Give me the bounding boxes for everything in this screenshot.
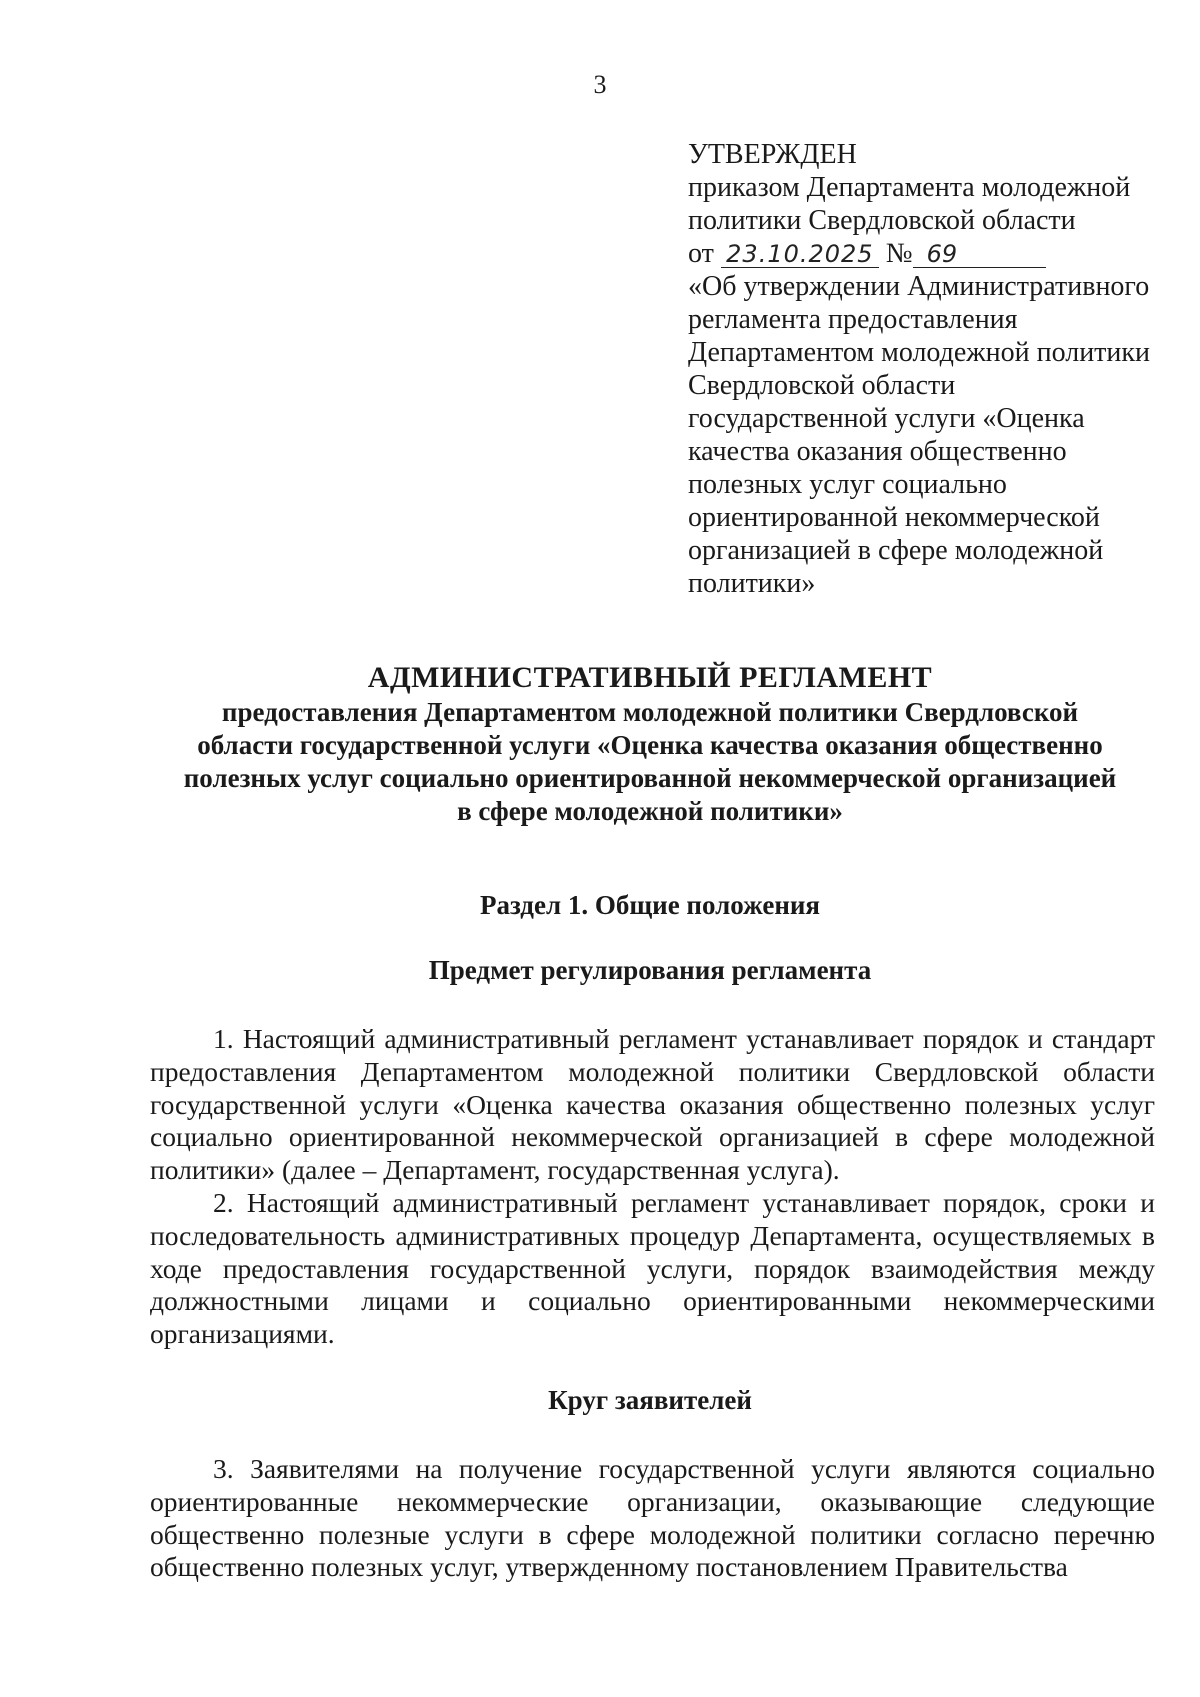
paragraph: 2. Настоящий административный регламент устанавливает порядок, сроки и последовательность административных процедур Департамента, осуществляемых в ходе предоставления государственной услуги, порядок взаимодействия между должностными лицами и социально ориентированными некоммерческими организациями. — [150, 1186, 1155, 1350]
subsection-heading: Круг заявителей — [548, 1385, 752, 1415]
handwritten-date: 23.10.2025 — [721, 241, 879, 268]
approval-line: приказом Департамента молодежной — [688, 172, 1131, 203]
approval-subject-line: организацией в сфере молодежной — [688, 535, 1104, 566]
subsection-heading: Предмет регулирования регламента — [428, 955, 872, 985]
document-title: АДМИНИСТРАТИВНЫЙ РЕГЛАМЕНТ — [367, 661, 933, 694]
approval-subject-line: государственной услуги «Оценка — [688, 403, 1085, 434]
approval-subject-line: регламента предоставления — [688, 304, 1018, 335]
approval-subject-line: Департаментом молодежной политики — [688, 337, 1150, 368]
handwritten-number: 69 — [913, 241, 1046, 268]
section1-body — [150, 1023, 1155, 1351]
document-subtitle-line: предоставления Департаментом молодежной политики Свердловской — [221, 697, 1079, 727]
paragraph: 1. Настоящий административный регламент устанавливает порядок и стандарт предоставления Департаментом молодежной политики Свердловской области государственной услуги «Оценка качества оказания общественно полезных услуг социально ориентированной некоммерческой организацией в сфере молодежной политики» (далее – Департамент, государственная услуга). — [150, 1023, 1155, 1186]
approval-subject-line: качества оказания общественно — [688, 436, 1067, 467]
approval-stamp-block — [688, 138, 1158, 600]
document-subtitle-line: в сфере молодежной политики» — [457, 796, 843, 826]
approval-date-number-line — [688, 237, 1158, 270]
approval-subject-line: Свердловской области — [688, 370, 956, 401]
approval-line: политики Свердловской области — [688, 205, 1076, 236]
document-subtitle-line: области государственной услуги «Оценка качества оказания общественно — [197, 730, 1103, 760]
approval-subject-line: полезных услуг социально — [688, 469, 1007, 500]
number-prefix: № — [885, 238, 913, 269]
applicants-body — [150, 1453, 1155, 1584]
approval-subject-line: «Об утверждении Административного — [688, 271, 1150, 302]
section-heading: Раздел 1. Общие положения — [479, 890, 821, 920]
approval-subject-line: политики» — [688, 568, 816, 599]
paragraph: 3. Заявителями на получение государственной услуги являются социально ориентированные некоммерческие организации, оказывающие следующие общественно полезные услуги в сфере молодежной политики согласно перечню общественно полезных услуг, утвержденному постановлением Правительства — [150, 1453, 1155, 1583]
page-number: 3 — [593, 70, 607, 99]
document-subtitle-line: полезных услуг социально ориентированной некоммерческой организацией — [183, 763, 1117, 793]
approval-title: УТВЕРЖДЕН — [688, 139, 857, 170]
date-prefix: от — [688, 238, 714, 269]
approval-subject-line: ориентированной некоммерческой — [688, 502, 1100, 533]
document-title-block — [150, 660, 1150, 828]
